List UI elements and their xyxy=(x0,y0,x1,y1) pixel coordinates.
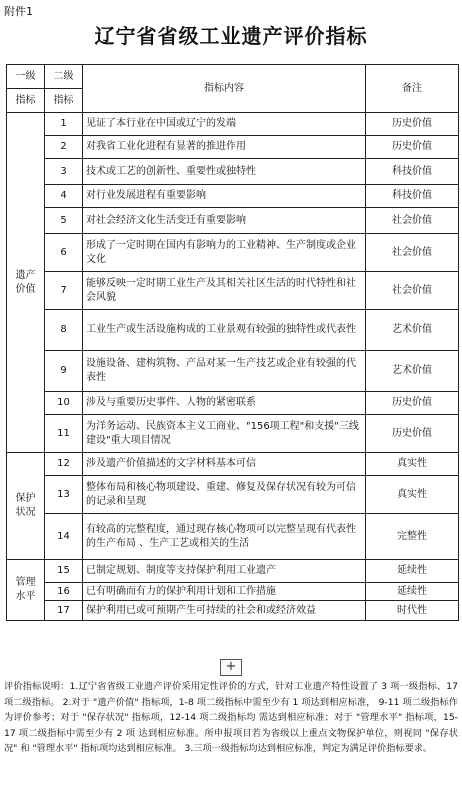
level2-number: 7 xyxy=(45,272,83,310)
indicator-remark: 社会价值 xyxy=(366,208,459,234)
level1-label-line1: 管理 xyxy=(15,577,36,588)
indicator-content: 整体布局和核心物项建设、重建、修复及保存状况有较为可信的记录和呈现 xyxy=(83,476,366,514)
indicator-remark: 延续性 xyxy=(366,583,459,601)
indicator-remark: 社会价值 xyxy=(366,234,459,272)
level2-number: 4 xyxy=(45,185,83,208)
table-row xyxy=(7,113,459,136)
table-row xyxy=(7,514,459,560)
evaluation-note: 评价指标说明：1.辽宁省省级工业遗产评价采用定性评价的方式，针对工业遗产特性设置了 3 项一级指标、17 项二级指标。 2.对于 "遗产价值" 指标项，1-8 项二级指标中需至少有 1 项达到相应标准， 9-11 项二级指标作为评价参考；对于 "保存状况" 指标项，12-14 项二级指标均 需达到相应标准；对于 "管理水平" 指标项，15-17 项二级指标中需至少有 2 项 达到相应标准。所申报项目若为省级以上重点文物保护单位，则视同 "保存状况" 和 "管理水平" 指标项均达到相应标准。 3.三项一级指标均达到相应标准，判定为满足评价指标要求。 xyxy=(4,681,458,754)
indicator-content: 保护利用已或可预期产生可持续的社会和或经济效益 xyxy=(83,601,366,621)
indicator-content: 能够反映一定时期工业生产及其相关社区生活的时代特性和社会风貌 xyxy=(83,272,366,310)
table-row xyxy=(7,136,459,159)
header-remark: 备注 xyxy=(366,65,459,113)
table-row xyxy=(7,560,459,583)
table-row xyxy=(7,476,459,514)
level2-number: 5 xyxy=(45,208,83,234)
header-level1-bottom: 指标 xyxy=(7,89,45,113)
indicator-remark: 历史价值 xyxy=(366,415,459,453)
level2-number: 14 xyxy=(45,514,83,560)
indicator-content: 对行业发展进程有重要影响 xyxy=(83,185,366,208)
indicator-remark: 社会价值 xyxy=(366,272,459,310)
level2-number: 2 xyxy=(45,136,83,159)
table-row xyxy=(7,272,459,310)
table-row xyxy=(7,208,459,234)
table-row xyxy=(7,351,459,392)
table-row xyxy=(7,310,459,351)
level2-number: 9 xyxy=(45,351,83,392)
table-row xyxy=(7,159,459,185)
indicator-content: 已有明确而有力的保护利用计划和工作措施 xyxy=(83,583,366,601)
indicator-content: 工业生产或生活设施构成的工业景观有较强的独特性或代表性 xyxy=(83,310,366,351)
level2-number: 8 xyxy=(45,310,83,351)
table-row xyxy=(7,583,459,601)
attachment-label: 附件1 xyxy=(4,5,33,18)
indicator-remark: 艺术价值 xyxy=(366,351,459,392)
expand-button[interactable]: + xyxy=(220,659,242,676)
indicator-content: 对我省工业化进程有显著的推进作用 xyxy=(83,136,366,159)
level2-number: 11 xyxy=(45,415,83,453)
level1-indicator xyxy=(7,453,45,560)
level2-number: 12 xyxy=(45,453,83,476)
level1-label-line2: 价值 xyxy=(15,283,36,295)
level2-number: 16 xyxy=(45,583,83,601)
indicator-remark: 真实性 xyxy=(366,453,459,476)
indicator-content: 涉及遗产价值描述的文字材料基本可信 xyxy=(83,453,366,476)
header-level2-top: 二级 xyxy=(45,65,83,89)
indicator-content: 已制定规划、制度等支持保护利用工业遗产 xyxy=(83,560,366,583)
indicator-remark: 时代性 xyxy=(366,601,459,621)
page-title: 辽宁省省级工业遗产评价指标 xyxy=(94,24,368,48)
level2-number: 15 xyxy=(45,560,83,583)
header-content: 指标内容 xyxy=(83,65,366,113)
indicator-remark: 延续性 xyxy=(366,560,459,583)
table-row xyxy=(7,185,459,208)
indicator-content: 见证了本行业在中国或辽宁的发端 xyxy=(83,113,366,136)
table-row xyxy=(7,453,459,476)
indicator-remark: 科技价值 xyxy=(366,159,459,185)
header-level1-top: 一级 xyxy=(7,65,45,89)
indicator-remark: 历史价值 xyxy=(366,392,459,415)
table-row xyxy=(7,234,459,272)
level2-number: 10 xyxy=(45,392,83,415)
level2-number: 3 xyxy=(45,159,83,185)
table-row xyxy=(7,392,459,415)
level1-label-line1: 保护 xyxy=(15,493,36,504)
indicator-content: 形成了一定时期在国内有影响力的工业精神、生产制度或企业文化 xyxy=(83,234,366,272)
level2-number: 1 xyxy=(45,113,83,136)
indicator-remark: 历史价值 xyxy=(366,136,459,159)
level1-label-line1: 遗产 xyxy=(15,269,36,281)
indicator-content: 有较高的完整程度，通过现存核心物项可以完整呈现有代表性的生产布局 、生产工艺或相关的生活 xyxy=(83,514,366,560)
indicator-content: 涉及与重要历史事件、人物的紧密联系 xyxy=(83,392,366,415)
indicator-remark: 艺术价值 xyxy=(366,310,459,351)
indicator-remark: 历史价值 xyxy=(366,113,459,136)
header-level2-bottom: 指标 xyxy=(45,89,83,113)
indicator-table xyxy=(6,64,459,621)
indicator-remark: 完整性 xyxy=(366,514,459,560)
level2-number: 6 xyxy=(45,234,83,272)
indicator-content: 为洋务运动、民族资本主义工商业、"156项工程"和支援"三线建设"重大项目情况 xyxy=(83,415,366,453)
header-row-top xyxy=(7,65,459,89)
indicator-content: 设施设备、建构筑物、产品对某一生产技艺或企业有较强的代表性 xyxy=(83,351,366,392)
indicator-remark: 真实性 xyxy=(366,476,459,514)
level1-indicator xyxy=(7,113,45,453)
level1-label-line2: 状况 xyxy=(15,507,36,518)
indicator-content: 对社会经济文化生活变迁有重要影响 xyxy=(83,208,366,234)
indicator-remark: 科技价值 xyxy=(366,185,459,208)
table-row xyxy=(7,601,459,621)
indicator-content: 技术或工艺的创新性、重要性或独特性 xyxy=(83,159,366,185)
level2-number: 13 xyxy=(45,476,83,514)
level1-indicator xyxy=(7,560,45,621)
level2-number: 17 xyxy=(45,601,83,621)
table-row xyxy=(7,415,459,453)
level1-label-line2: 水平 xyxy=(15,591,36,602)
